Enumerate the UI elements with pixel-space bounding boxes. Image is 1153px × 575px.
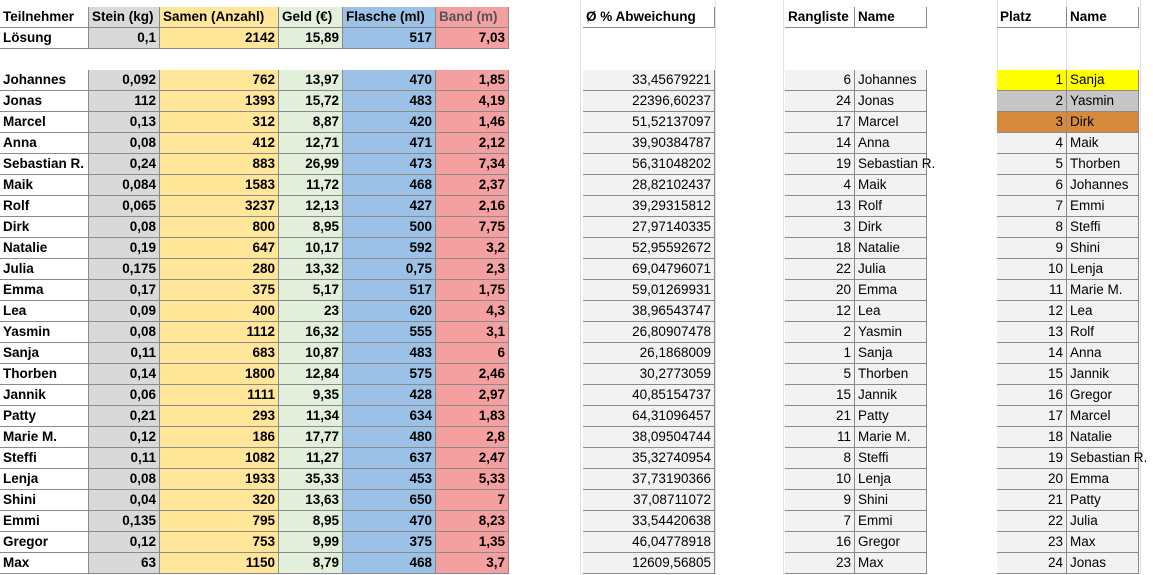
cell-band[interactable]: 2,47 xyxy=(436,448,509,469)
cell-rang-name[interactable]: Gregor xyxy=(855,532,927,553)
cell-samen[interactable]: 883 xyxy=(160,154,279,175)
cell-geld[interactable]: 35,33 xyxy=(279,469,343,490)
cell-geld[interactable]: 12,13 xyxy=(279,196,343,217)
cell-samen[interactable]: 1583 xyxy=(160,175,279,196)
cell-platz-name[interactable]: Marcel xyxy=(1067,406,1139,427)
cell-abweichung[interactable]: 37,08711072 xyxy=(583,490,715,511)
cell-rang[interactable]: 21 xyxy=(785,406,855,427)
cell-platz[interactable]: 17 xyxy=(997,406,1067,427)
cell-name[interactable]: Sanja xyxy=(0,343,89,364)
gridline xyxy=(580,0,581,575)
cell-abweichung[interactable]: 33,45679221 xyxy=(583,70,715,91)
cell-band[interactable]: 6 xyxy=(436,343,509,364)
cell-flasche[interactable]: 620 xyxy=(343,301,436,322)
cell-band[interactable]: 2,12 xyxy=(436,133,509,154)
cell-name[interactable]: Sebastian R. xyxy=(0,154,89,175)
cell-stein[interactable]: 0,08 xyxy=(89,133,160,154)
cell-rang[interactable]: 7 xyxy=(785,511,855,532)
cell-platz-name[interactable]: Sebastian R. xyxy=(1067,448,1139,469)
cell-samen[interactable]: 1082 xyxy=(160,448,279,469)
cell-rang-name[interactable]: Maik xyxy=(855,175,927,196)
cell-geld[interactable]: 11,72 xyxy=(279,175,343,196)
cell-samen[interactable]: 1800 xyxy=(160,364,279,385)
cell-platz-name[interactable]: Dirk xyxy=(1067,112,1139,133)
cell-abweichung[interactable]: 22396,60237 xyxy=(583,91,715,112)
cell-stein[interactable]: 0,21 xyxy=(89,406,160,427)
cell-platz-name[interactable]: Thorben xyxy=(1067,154,1139,175)
cell-platz[interactable]: 7 xyxy=(997,196,1067,217)
header-name[interactable]: Name xyxy=(855,7,927,28)
solution-geld[interactable]: 15,89 xyxy=(279,28,343,49)
cell-flasche[interactable]: 473 xyxy=(343,154,436,175)
cell-abweichung[interactable]: 33,54420638 xyxy=(583,511,715,532)
cell-abweichung[interactable]: 56,31048202 xyxy=(583,154,715,175)
cell-band[interactable]: 3,7 xyxy=(436,553,509,574)
cell-flasche[interactable]: 453 xyxy=(343,469,436,490)
cell-rang-name[interactable]: Anna xyxy=(855,133,927,154)
cell-stein[interactable]: 0,04 xyxy=(89,490,160,511)
cell-geld[interactable]: 17,77 xyxy=(279,427,343,448)
cell-platz[interactable]: 11 xyxy=(997,280,1067,301)
cell-flasche[interactable]: 470 xyxy=(343,70,436,91)
cell-rang-name[interactable]: Emmi xyxy=(855,511,927,532)
cell-stein[interactable]: 0,17 xyxy=(89,280,160,301)
cell-flasche[interactable]: 468 xyxy=(343,175,436,196)
cell-band[interactable]: 1,46 xyxy=(436,112,509,133)
cell-name[interactable]: Emmi xyxy=(0,511,89,532)
cell-band[interactable]: 2,97 xyxy=(436,385,509,406)
cell-flasche[interactable]: 637 xyxy=(343,448,436,469)
cell-geld[interactable]: 13,97 xyxy=(279,70,343,91)
cell-abweichung[interactable]: 69,04796071 xyxy=(583,259,715,280)
cell-band[interactable]: 7 xyxy=(436,490,509,511)
cell-samen[interactable]: 293 xyxy=(160,406,279,427)
cell-platz-name[interactable]: Steffi xyxy=(1067,217,1139,238)
cell-rang-name[interactable]: Natalie xyxy=(855,238,927,259)
cell-rang[interactable]: 1 xyxy=(785,343,855,364)
cell-rang-name[interactable]: Sanja xyxy=(855,343,927,364)
cell-name[interactable]: Patty xyxy=(0,406,89,427)
cell-abweichung[interactable]: 12609,56805 xyxy=(583,553,715,574)
cell-rang[interactable]: 5 xyxy=(785,364,855,385)
cell-platz[interactable]: 9 xyxy=(997,238,1067,259)
cell-platz-name[interactable]: Rolf xyxy=(1067,322,1139,343)
cell-platz[interactable]: 12 xyxy=(997,301,1067,322)
cell-geld[interactable]: 11,27 xyxy=(279,448,343,469)
cell-platz-name[interactable]: Lea xyxy=(1067,301,1139,322)
cell-platz[interactable]: 24 xyxy=(997,553,1067,574)
cell-rang[interactable]: 20 xyxy=(785,280,855,301)
cell-samen[interactable]: 320 xyxy=(160,490,279,511)
cell-platz[interactable]: 16 xyxy=(997,385,1067,406)
cell-geld[interactable]: 8,95 xyxy=(279,511,343,532)
cell-flasche[interactable]: 483 xyxy=(343,91,436,112)
cell-geld[interactable]: 5,17 xyxy=(279,280,343,301)
cell-flasche[interactable]: 517 xyxy=(343,280,436,301)
header-abweichung[interactable]: Ø % Abweichung xyxy=(583,7,715,28)
cell-stein[interactable]: 63 xyxy=(89,553,160,574)
cell-name[interactable]: Jannik xyxy=(0,385,89,406)
cell-name[interactable]: Johannes xyxy=(0,70,89,91)
cell-name[interactable]: Emma xyxy=(0,280,89,301)
header-band[interactable]: Band (m) xyxy=(436,7,509,28)
cell-stein[interactable]: 0,09 xyxy=(89,301,160,322)
cell-band[interactable]: 1,35 xyxy=(436,532,509,553)
solution-samen[interactable]: 2142 xyxy=(160,28,279,49)
cell-rang-name[interactable]: Dirk xyxy=(855,217,927,238)
cell-platz[interactable]: 23 xyxy=(997,532,1067,553)
cell-name[interactable]: Marcel xyxy=(0,112,89,133)
cell-platz[interactable]: 8 xyxy=(997,217,1067,238)
cell-rang[interactable]: 16 xyxy=(785,532,855,553)
cell-band[interactable]: 7,34 xyxy=(436,154,509,175)
cell-abweichung[interactable]: 37,73190366 xyxy=(583,469,715,490)
cell-rang-name[interactable]: Julia xyxy=(855,259,927,280)
solution-label[interactable]: Lösung xyxy=(0,28,89,49)
cell-platz-name[interactable]: Shini xyxy=(1067,238,1139,259)
cell-name[interactable]: Julia xyxy=(0,259,89,280)
cell-flasche[interactable]: 555 xyxy=(343,322,436,343)
header-samen[interactable]: Samen (Anzahl) xyxy=(160,7,279,28)
cell-platz[interactable]: 2 xyxy=(997,91,1067,112)
cell-rang-name[interactable]: Emma xyxy=(855,280,927,301)
cell-geld[interactable]: 10,87 xyxy=(279,343,343,364)
cell-flasche[interactable]: 592 xyxy=(343,238,436,259)
cell-flasche[interactable]: 471 xyxy=(343,133,436,154)
cell-name[interactable]: Lenja xyxy=(0,469,89,490)
cell-rang[interactable]: 18 xyxy=(785,238,855,259)
cell-platz-name[interactable]: Gregor xyxy=(1067,385,1139,406)
gridline xyxy=(783,0,784,575)
cell-rang-name[interactable]: Shini xyxy=(855,490,927,511)
cell-geld[interactable]: 9,99 xyxy=(279,532,343,553)
cell-stein[interactable]: 0,12 xyxy=(89,532,160,553)
cell-rang-name[interactable]: Rolf xyxy=(855,196,927,217)
cell-rang[interactable]: 8 xyxy=(785,448,855,469)
cell-name[interactable]: Steffi xyxy=(0,448,89,469)
solution-band[interactable]: 7,03 xyxy=(436,28,509,49)
cell-platz-name[interactable]: Jonas xyxy=(1067,553,1139,574)
cell-name[interactable]: Lea xyxy=(0,301,89,322)
cell-platz[interactable]: 4 xyxy=(997,133,1067,154)
cell-rang[interactable]: 9 xyxy=(785,490,855,511)
cell-band[interactable]: 2,3 xyxy=(436,259,509,280)
cell-band[interactable]: 4,3 xyxy=(436,301,509,322)
cell-band[interactable]: 3,1 xyxy=(436,322,509,343)
cell-abweichung[interactable]: 26,1868009 xyxy=(583,343,715,364)
cell-platz-name[interactable]: Johannes xyxy=(1067,175,1139,196)
cell-samen[interactable]: 795 xyxy=(160,511,279,532)
cell-platz-name[interactable]: Emma xyxy=(1067,469,1139,490)
cell-stein[interactable]: 0,08 xyxy=(89,469,160,490)
cell-platz[interactable]: 13 xyxy=(997,322,1067,343)
header-flasche[interactable]: Flasche (ml) xyxy=(343,7,436,28)
cell-samen[interactable]: 753 xyxy=(160,532,279,553)
cell-platz-name[interactable]: Patty xyxy=(1067,490,1139,511)
cell-band[interactable]: 2,8 xyxy=(436,427,509,448)
cell-flasche[interactable]: 634 xyxy=(343,406,436,427)
cell-samen[interactable]: 647 xyxy=(160,238,279,259)
cell-platz-name[interactable]: Maik xyxy=(1067,133,1139,154)
cell-flasche[interactable]: 470 xyxy=(343,511,436,532)
cell-rang-name[interactable]: Johannes xyxy=(855,70,927,91)
cell-rang[interactable]: 24 xyxy=(785,91,855,112)
cell-platz[interactable]: 15 xyxy=(997,364,1067,385)
cell-platz-name[interactable]: Natalie xyxy=(1067,427,1139,448)
cell-flasche[interactable]: 480 xyxy=(343,427,436,448)
cell-stein[interactable]: 112 xyxy=(89,91,160,112)
cell-rang-name[interactable]: Max xyxy=(855,553,927,574)
cell-stein[interactable]: 0,13 xyxy=(89,112,160,133)
cell-platz-name[interactable]: Yasmin xyxy=(1067,91,1139,112)
cell-platz[interactable]: 19 xyxy=(997,448,1067,469)
cell-platz-name[interactable]: Julia xyxy=(1067,511,1139,532)
cell-stein[interactable]: 0,12 xyxy=(89,427,160,448)
cell-abweichung[interactable]: 39,29315812 xyxy=(583,196,715,217)
cell-flasche[interactable]: 500 xyxy=(343,217,436,238)
cell-rang[interactable]: 15 xyxy=(785,385,855,406)
cell-rang-name[interactable]: Patty xyxy=(855,406,927,427)
cell-stein[interactable]: 0,11 xyxy=(89,448,160,469)
cell-rang[interactable]: 17 xyxy=(785,112,855,133)
cell-abweichung[interactable]: 38,09504744 xyxy=(583,427,715,448)
cell-platz[interactable]: 3 xyxy=(997,112,1067,133)
cell-samen[interactable]: 312 xyxy=(160,112,279,133)
cell-rang[interactable]: 3 xyxy=(785,217,855,238)
cell-flasche[interactable]: 650 xyxy=(343,490,436,511)
cell-rang[interactable]: 12 xyxy=(785,301,855,322)
cell-geld[interactable]: 15,72 xyxy=(279,91,343,112)
cell-name[interactable]: Rolf xyxy=(0,196,89,217)
cell-stein[interactable]: 0,135 xyxy=(89,511,160,532)
cell-platz[interactable]: 21 xyxy=(997,490,1067,511)
cell-name[interactable]: Shini xyxy=(0,490,89,511)
cell-rang-name[interactable]: Yasmin xyxy=(855,322,927,343)
cell-samen[interactable]: 186 xyxy=(160,427,279,448)
cell-samen[interactable]: 1111 xyxy=(160,385,279,406)
cell-band[interactable]: 1,85 xyxy=(436,70,509,91)
cell-geld[interactable]: 13,63 xyxy=(279,490,343,511)
cell-band[interactable]: 1,75 xyxy=(436,280,509,301)
cell-samen[interactable]: 1112 xyxy=(160,322,279,343)
cell-flasche[interactable]: 483 xyxy=(343,343,436,364)
cell-abweichung[interactable]: 26,80907478 xyxy=(583,322,715,343)
cell-platz[interactable]: 20 xyxy=(997,469,1067,490)
cell-flasche[interactable]: 427 xyxy=(343,196,436,217)
cell-flasche[interactable]: 420 xyxy=(343,112,436,133)
cell-platz[interactable]: 22 xyxy=(997,511,1067,532)
cell-rang[interactable]: 14 xyxy=(785,133,855,154)
cell-abweichung[interactable]: 39,90384787 xyxy=(583,133,715,154)
cell-geld[interactable]: 8,87 xyxy=(279,112,343,133)
cell-rang[interactable]: 19 xyxy=(785,154,855,175)
cell-samen[interactable]: 800 xyxy=(160,217,279,238)
cell-stein[interactable]: 0,08 xyxy=(89,217,160,238)
cell-name[interactable]: Dirk xyxy=(0,217,89,238)
cell-abweichung[interactable]: 40,85154737 xyxy=(583,385,715,406)
cell-platz[interactable]: 6 xyxy=(997,175,1067,196)
cell-rang[interactable]: 13 xyxy=(785,196,855,217)
cell-stein[interactable]: 0,092 xyxy=(89,70,160,91)
cell-abweichung[interactable]: 51,52137097 xyxy=(583,112,715,133)
cell-platz-name[interactable]: Anna xyxy=(1067,343,1139,364)
cell-stein[interactable]: 0,24 xyxy=(89,154,160,175)
cell-samen[interactable]: 1393 xyxy=(160,91,279,112)
cell-rang-name[interactable]: Thorben xyxy=(855,364,927,385)
cell-platz[interactable]: 1 xyxy=(997,70,1067,91)
cell-name[interactable]: Jonas xyxy=(0,91,89,112)
cell-abweichung[interactable]: 59,01269931 xyxy=(583,280,715,301)
cell-stein[interactable]: 0,14 xyxy=(89,364,160,385)
cell-band[interactable]: 2,46 xyxy=(436,364,509,385)
cell-geld[interactable]: 10,17 xyxy=(279,238,343,259)
cell-platz[interactable]: 18 xyxy=(997,427,1067,448)
cell-samen[interactable]: 280 xyxy=(160,259,279,280)
cell-abweichung[interactable]: 27,97140335 xyxy=(583,217,715,238)
cell-abweichung[interactable]: 38,96543747 xyxy=(583,301,715,322)
cell-abweichung[interactable]: 30,2773059 xyxy=(583,364,715,385)
cell-name[interactable]: Maik xyxy=(0,175,89,196)
cell-platz-name[interactable]: Jannik xyxy=(1067,364,1139,385)
cell-stein[interactable]: 0,175 xyxy=(89,259,160,280)
cell-stein[interactable]: 0,11 xyxy=(89,343,160,364)
cell-rang[interactable]: 10 xyxy=(785,469,855,490)
header-name-2[interactable]: Name xyxy=(1067,7,1139,28)
cell-platz-name[interactable]: Marie M. xyxy=(1067,280,1139,301)
cell-name[interactable]: Anna xyxy=(0,133,89,154)
cell-platz-name[interactable]: Sanja xyxy=(1067,70,1139,91)
cell-samen[interactable]: 3237 xyxy=(160,196,279,217)
cell-samen[interactable]: 412 xyxy=(160,133,279,154)
cell-geld[interactable]: 8,79 xyxy=(279,553,343,574)
cell-flasche[interactable]: 468 xyxy=(343,553,436,574)
cell-platz[interactable]: 5 xyxy=(997,154,1067,175)
cell-platz-name[interactable]: Emmi xyxy=(1067,196,1139,217)
cell-geld[interactable]: 13,32 xyxy=(279,259,343,280)
cell-rang[interactable]: 22 xyxy=(785,259,855,280)
cell-rang-name[interactable]: Lenja xyxy=(855,469,927,490)
cell-rang-name[interactable]: Lea xyxy=(855,301,927,322)
cell-flasche[interactable]: 0,75 xyxy=(343,259,436,280)
cell-geld[interactable]: 26,99 xyxy=(279,154,343,175)
cell-name[interactable]: Marie M. xyxy=(0,427,89,448)
cell-platz[interactable]: 10 xyxy=(997,259,1067,280)
cell-samen[interactable]: 375 xyxy=(160,280,279,301)
cell-abweichung[interactable]: 35,32740954 xyxy=(583,448,715,469)
cell-geld[interactable]: 16,32 xyxy=(279,322,343,343)
cell-band[interactable]: 3,2 xyxy=(436,238,509,259)
cell-abweichung[interactable]: 46,04778918 xyxy=(583,532,715,553)
cell-stein[interactable]: 0,19 xyxy=(89,238,160,259)
cell-rang[interactable]: 23 xyxy=(785,553,855,574)
cell-stein[interactable]: 0,06 xyxy=(89,385,160,406)
cell-samen[interactable]: 1933 xyxy=(160,469,279,490)
header-stein[interactable]: Stein (kg) xyxy=(89,7,160,28)
cell-name[interactable]: Max xyxy=(0,553,89,574)
header-teilnehmer[interactable]: Teilnehmer xyxy=(0,7,89,28)
solution-flasche[interactable]: 517 xyxy=(343,28,436,49)
header-geld[interactable]: Geld (€) xyxy=(279,7,343,28)
cell-samen[interactable]: 683 xyxy=(160,343,279,364)
cell-rang[interactable]: 2 xyxy=(785,322,855,343)
cell-band[interactable]: 5,33 xyxy=(436,469,509,490)
cell-abweichung[interactable]: 64,31096457 xyxy=(583,406,715,427)
cell-rang-name[interactable]: Jannik xyxy=(855,385,927,406)
cell-samen[interactable]: 1150 xyxy=(160,553,279,574)
cell-band[interactable]: 7,75 xyxy=(436,217,509,238)
cell-stein[interactable]: 0,084 xyxy=(89,175,160,196)
cell-flasche[interactable]: 375 xyxy=(343,532,436,553)
cell-rang[interactable]: 4 xyxy=(785,175,855,196)
cell-geld[interactable]: 23 xyxy=(279,301,343,322)
cell-samen[interactable]: 762 xyxy=(160,70,279,91)
cell-abweichung[interactable]: 28,82102437 xyxy=(583,175,715,196)
cell-name[interactable]: Natalie xyxy=(0,238,89,259)
cell-platz-name[interactable]: Max xyxy=(1067,532,1139,553)
cell-flasche[interactable]: 428 xyxy=(343,385,436,406)
cell-rang-name[interactable]: Sebastian R. xyxy=(855,154,927,175)
cell-band[interactable]: 8,23 xyxy=(436,511,509,532)
cell-rang-name[interactable]: Jonas xyxy=(855,91,927,112)
header-rangliste[interactable]: Rangliste xyxy=(785,7,855,28)
cell-stein[interactable]: 0,065 xyxy=(89,196,160,217)
cell-stein[interactable]: 0,08 xyxy=(89,322,160,343)
cell-rang-name[interactable]: Steffi xyxy=(855,448,927,469)
cell-rang-name[interactable]: Marie M. xyxy=(855,427,927,448)
gridline xyxy=(1140,0,1141,575)
cell-abweichung[interactable]: 52,95592672 xyxy=(583,238,715,259)
cell-geld[interactable]: 11,34 xyxy=(279,406,343,427)
cell-name[interactable]: Thorben xyxy=(0,364,89,385)
cell-band[interactable]: 2,16 xyxy=(436,196,509,217)
cell-band[interactable]: 1,83 xyxy=(436,406,509,427)
cell-rang[interactable]: 6 xyxy=(785,70,855,91)
cell-flasche[interactable]: 575 xyxy=(343,364,436,385)
cell-platz[interactable]: 14 xyxy=(997,343,1067,364)
cell-geld[interactable]: 12,84 xyxy=(279,364,343,385)
cell-rang-name[interactable]: Marcel xyxy=(855,112,927,133)
cell-geld[interactable]: 12,71 xyxy=(279,133,343,154)
gridline xyxy=(715,0,716,575)
solution-stein[interactable]: 0,1 xyxy=(89,28,160,49)
cell-rang[interactable]: 11 xyxy=(785,427,855,448)
header-platz[interactable]: Platz xyxy=(997,7,1067,28)
cell-name[interactable]: Yasmin xyxy=(0,322,89,343)
cell-platz-name[interactable]: Lenja xyxy=(1067,259,1139,280)
cell-band[interactable]: 2,37 xyxy=(436,175,509,196)
cell-band[interactable]: 4,19 xyxy=(436,91,509,112)
cell-geld[interactable]: 8,95 xyxy=(279,217,343,238)
cell-samen[interactable]: 400 xyxy=(160,301,279,322)
cell-geld[interactable]: 9,35 xyxy=(279,385,343,406)
cell-name[interactable]: Gregor xyxy=(0,532,89,553)
